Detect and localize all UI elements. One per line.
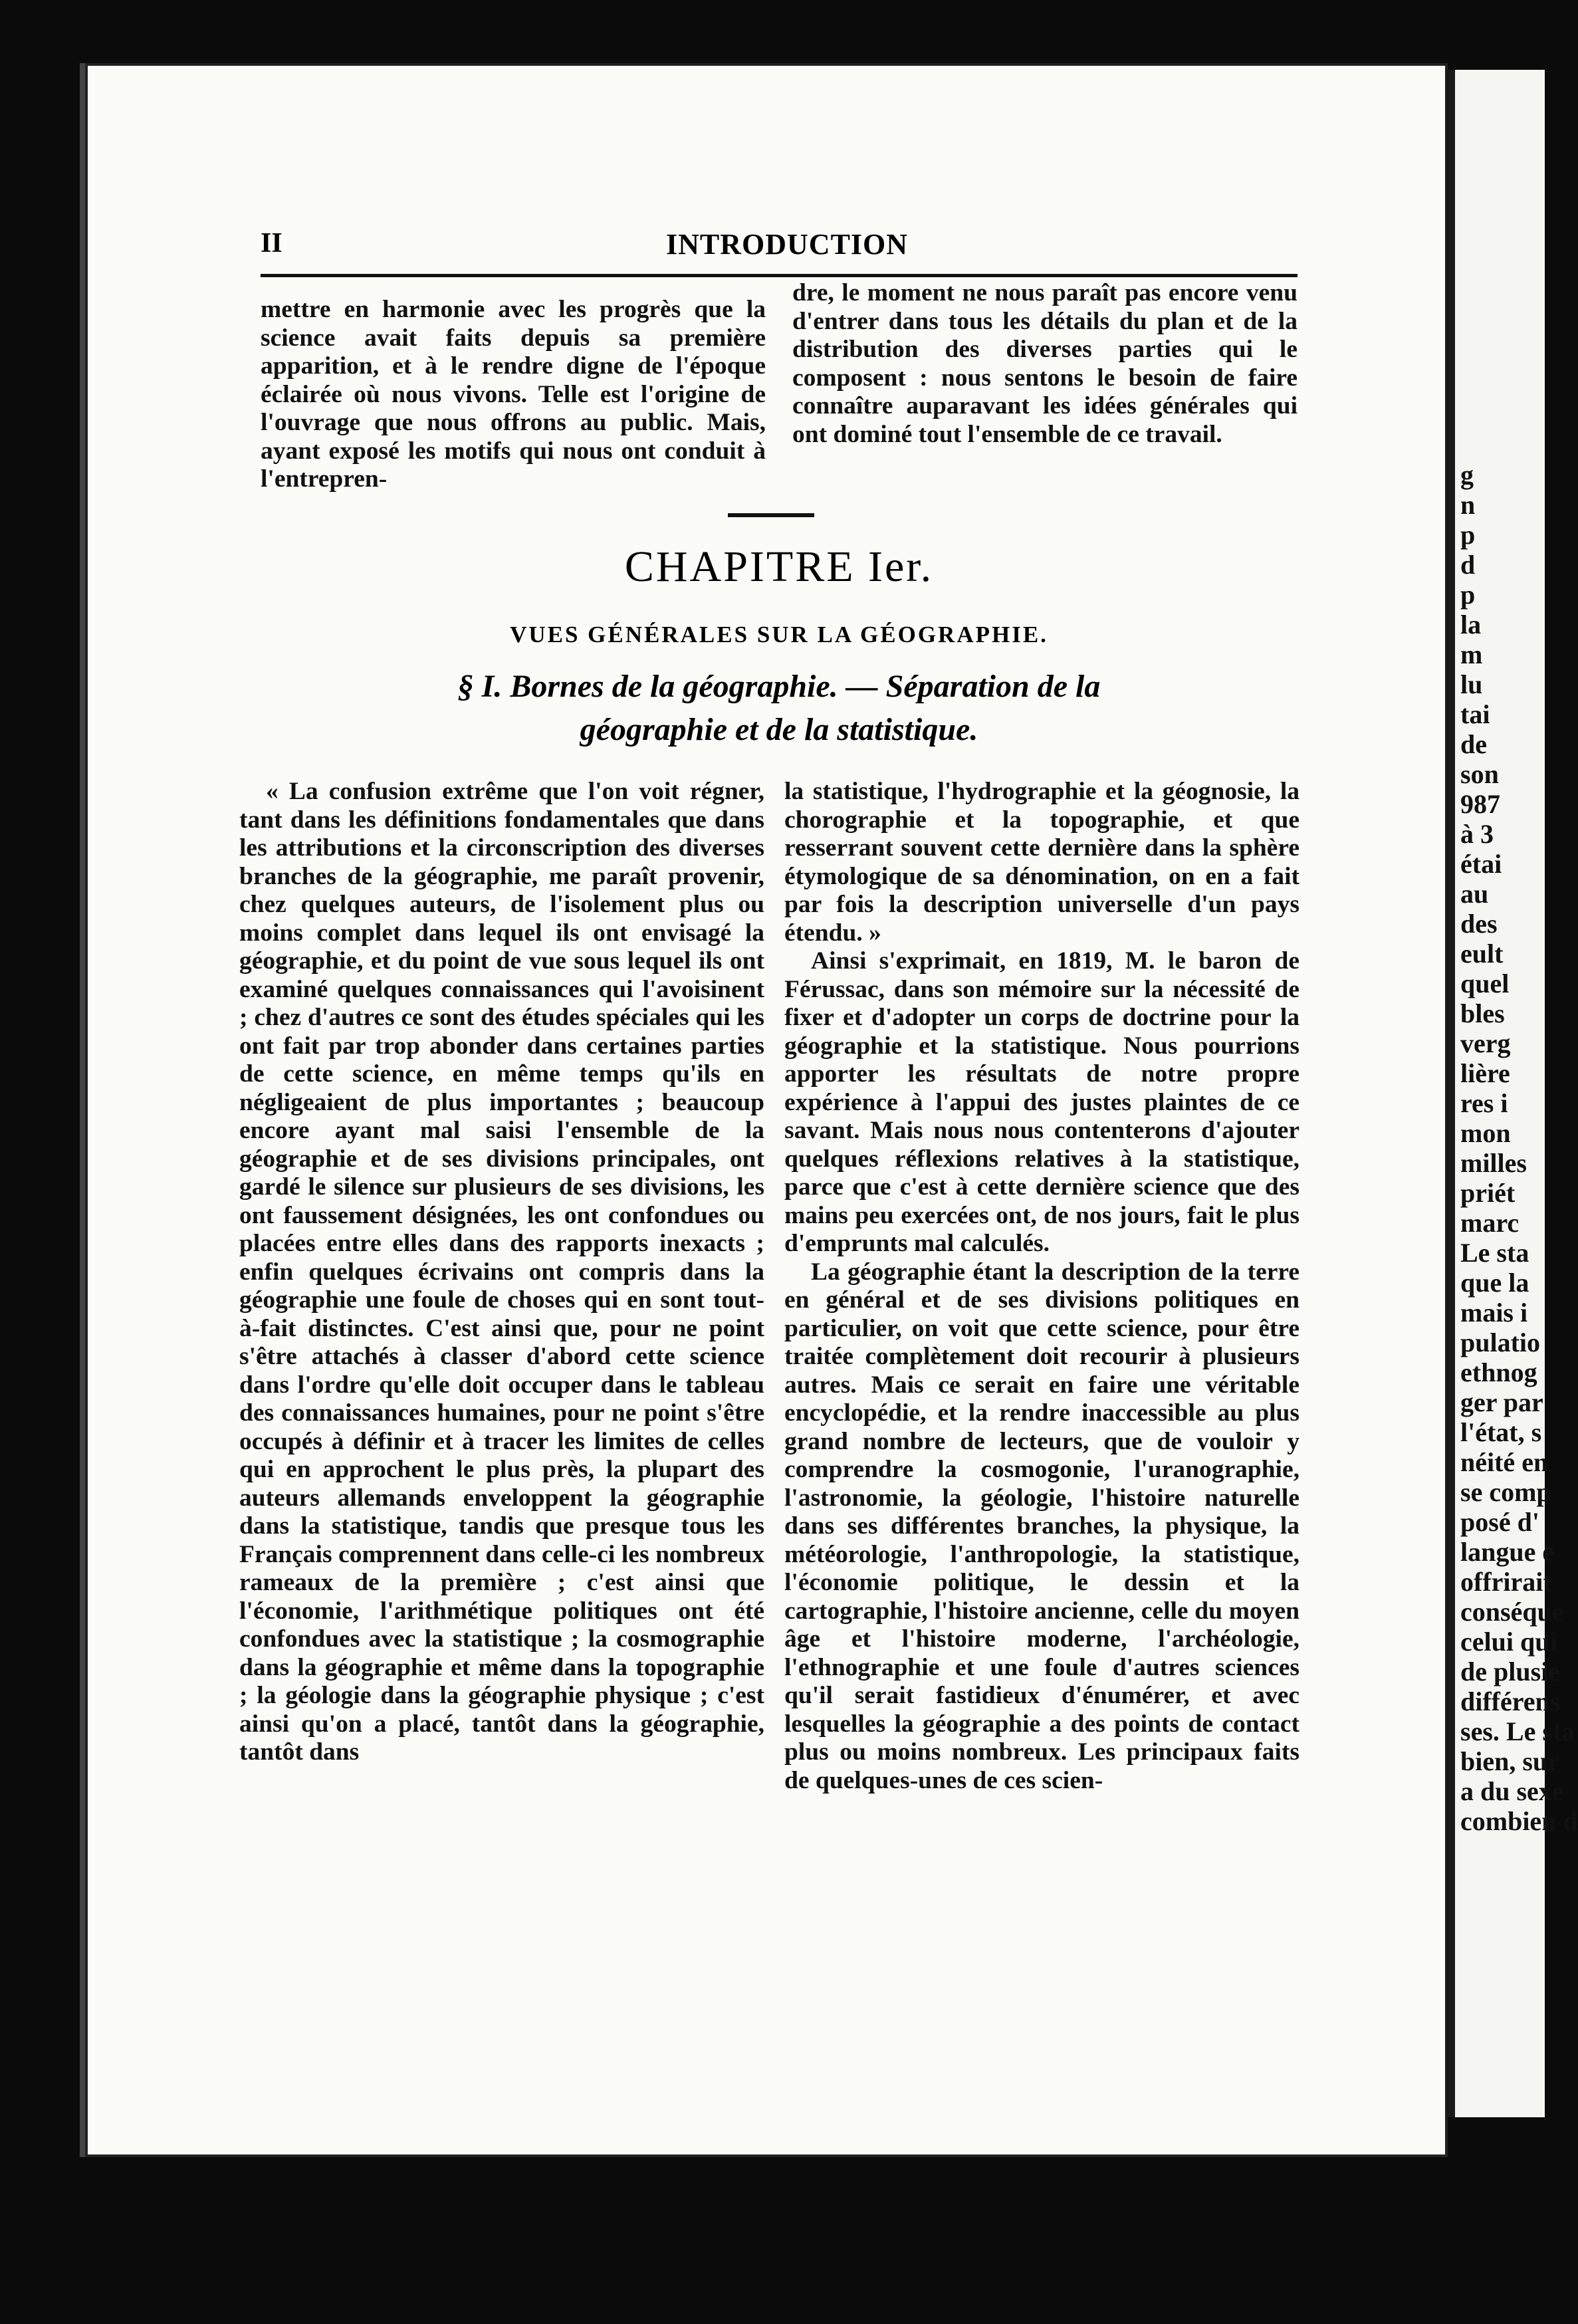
next-page-fragment: d: [1460, 550, 1476, 580]
next-page-fragment: de plusie: [1460, 1657, 1561, 1686]
next-page-fragment: p: [1460, 580, 1476, 610]
chapter-subtitle: VUES GÉNÉRALES SUR LA GÉOGRAPHIE.: [510, 622, 1048, 647]
next-page-fragment: que la: [1460, 1268, 1529, 1298]
next-page-fragment: néité en: [1460, 1447, 1549, 1477]
chapter-title: CHAPITRE Ier.: [624, 542, 934, 591]
next-page-fragment: combien d: [1460, 1806, 1578, 1836]
next-page-fragment: ses. Le sta: [1460, 1716, 1575, 1746]
next-page-fragment: bles: [1460, 998, 1505, 1028]
next-page-fragment: étai: [1460, 849, 1502, 879]
next-page-fragment: ethnog: [1460, 1357, 1537, 1387]
next-page-fragment: lière: [1460, 1058, 1510, 1088]
next-page-fragment: son: [1460, 759, 1499, 789]
chapter-heading-block: [261, 0, 1297, 798]
next-page-edge: [1446, 70, 1578, 2117]
section-heading-line1: § I. Bornes de la géographie. — Séparation de la: [457, 669, 1101, 704]
running-title: INTRODUCTION: [666, 228, 909, 261]
body-right-column: [784, 778, 1299, 1795]
next-page-fragment: offrirait: [1460, 1567, 1552, 1597]
next-page-fragment: mon: [1460, 1118, 1511, 1148]
page-number: II: [261, 228, 282, 259]
next-page-fragment: m: [1460, 639, 1483, 669]
next-page-fragment: la: [1460, 610, 1482, 639]
next-page-fragment: pulatio: [1460, 1328, 1541, 1357]
next-page-fragment: de: [1460, 729, 1487, 759]
section-heading-line2: géographie et de la statistique.: [580, 712, 978, 747]
next-page-fragment: des: [1460, 909, 1498, 939]
top-right-text: dre, le moment ne nous paraît pas encore venu d'entrer dans tous les détails du plan et de la distribution des diverses parties qui le composent : nous sentons le besoin de faire connaître auparavant les idées générales qui ont dominé tout l'ensemble de ce travail.: [792, 279, 1297, 448]
next-page-fragment: priét: [1460, 1178, 1516, 1208]
next-page-fragment: langue e: [1460, 1537, 1555, 1567]
body-left-text: « La confusion extrême que l'on voit régner, tant dans les définitions fondamentales que dans les attributions et la circonscription des diverses branches de la géographie, me paraît provenir, chez quelques auteurs, de l'isolement plus ou moins complet dans lequel ils ont envisagé la géographie, et du point de vue sous lequel ils ont examiné quelques connaissances qui l'avoisinent ; chez d'autres ce sont des études spéciales qui les ont fait par trop abonder dans certaines parties de cette science, en même temps qu'ils en négligeaient de plus importantes ; beaucoup encore ayant mal saisi l'ensemble de la géographie et de ses divisions principales, ont gardé le silence sur plusieurs de ses divisions, les ont faussement désignées, les ont confondues ou placées entre elles dans des rapports inexacts ; enfin quelques écrivains ont compris dans la géographie une foule de choses qui en sont tout-à-fait distinctes. C'est ainsi que, pour ne point s'être attachés à classer d'abord cette science dans l'ordre qu'elle doit occuper dans le tableau des connaissances humaines, pour ne point s'être occupés à définir et à tracer les limites de celles qui en approchent le plus près, la plupart des auteurs allemands enveloppent la géographie dans la statistique, tandis que presque tous les Français comprennent dans celle-ci les nombreux rameaux de la première ; c'est ainsi que l'économie, l'arithmétique politiques ont été confondues avec la statistique ; la cosmographie dans la géographie et même dans la topographie ; la géologie dans la géographie physique ; c'est ainsi qu'on a placé, tantôt dans la géographie, tantôt dans: [239, 778, 764, 1766]
next-page-fragment: celui qui: [1460, 1627, 1557, 1657]
body-left-column: [239, 778, 764, 1767]
next-page-fragment: posé d': [1460, 1507, 1539, 1537]
next-page-fragment: lu: [1460, 669, 1483, 699]
next-page-fragment: tai: [1460, 699, 1490, 729]
next-page-fragment: au: [1460, 879, 1489, 909]
next-page-fragment: verg: [1460, 1028, 1511, 1058]
body-right-paragraph-2: Ainsi s'exprimait, en 1819, M. le baron de Férussac, dans son mémoire sur la nécessité de fixer et d'adopter un corps de doctrine pour la géographie et la statistique. Nous pourrions apporter les résultats de notre propre expérience à l'appui des justes plaintes de ce savant. Mais nous nous contenterons d'ajouter quelques réflexions relatives à la statistique, parce que c'est à cette dernière science que des mains peu exercées ont, de nos jours, fait le plus d'emprunts mal calculés.: [784, 947, 1299, 1257]
body-right-paragraph-3: La géographie étant la description de la terre en général et de ses divisions politiques en particulier, on voit que cette science, pour être traitée complètement doit recourir à plusieurs autres. Mais ce serait en faire une véritable encyclopédie, et la rendre inaccessible au plus grand nombre de lecteurs, que de vouloir y comprendre la cosmogonie, l'uranographie, l'astronomie, la géologie, l'histoire naturelle dans ses différentes branches, la physique, la météorologie, l'anthropologie, la statistique, l'économie politique, le dessin et la cartographie, l'histoire ancienne, celle du moyen âge et l'histoire moderne, l'archéologie, l'ethnographie et une foule d'autres sciences qu'il serait fastidieux d'énumérer, et avec lesquelles la géographie a des points de contact plus ou moins nombreux. Les principaux faits de quelques-unes de ces scien-: [784, 1258, 1299, 1794]
next-page-fragment: Le sta: [1460, 1238, 1529, 1268]
next-page-fragment: 987: [1460, 789, 1500, 819]
next-page-fragment: res i: [1460, 1088, 1508, 1118]
next-page-fragment: milles: [1460, 1148, 1527, 1178]
next-page-fragment: différens: [1460, 1686, 1561, 1716]
next-page-fragment: bien, sur: [1460, 1746, 1559, 1776]
next-page-fragment: marc: [1460, 1208, 1520, 1238]
next-page-fragment: mais i: [1460, 1298, 1528, 1328]
next-page-fragment: a du sexe: [1460, 1776, 1564, 1806]
next-page-fragment: à 3: [1460, 819, 1494, 849]
section-heading: [261, 665, 1297, 751]
next-page-fragment: ger par: [1460, 1387, 1543, 1417]
next-page-fragment: p: [1460, 520, 1476, 550]
body-right-paragraph-1: la statistique, l'hydrographie et la géognosie, la chorographie et la topographie, et que resserrant souvent cette dernière dans la sphère étymologique de sa dénomination, on en a fait par fois la description universelle d'un pays étendu. »: [784, 778, 1299, 947]
next-page-fragment: se comp: [1460, 1477, 1551, 1507]
next-page-fragment: quel: [1460, 969, 1510, 998]
next-page-fragment: eult: [1460, 939, 1504, 969]
next-page-fragment: conséque: [1460, 1597, 1564, 1627]
top-left-text: mettre en harmonie avec les progrès que la science avait faits depuis sa première apparition, et à le rendre digne de l'époque éclairée où nous vivons. Telle est l'origine de l'ouvrage que nous offrons au public. Mais, ayant exposé les motifs qui nous ont conduit à l'entrepren-: [261, 296, 766, 493]
next-page-fragment: l'état, s: [1460, 1417, 1542, 1447]
next-page-fragment: g: [1460, 460, 1474, 490]
next-page-fragment: n: [1460, 490, 1476, 520]
